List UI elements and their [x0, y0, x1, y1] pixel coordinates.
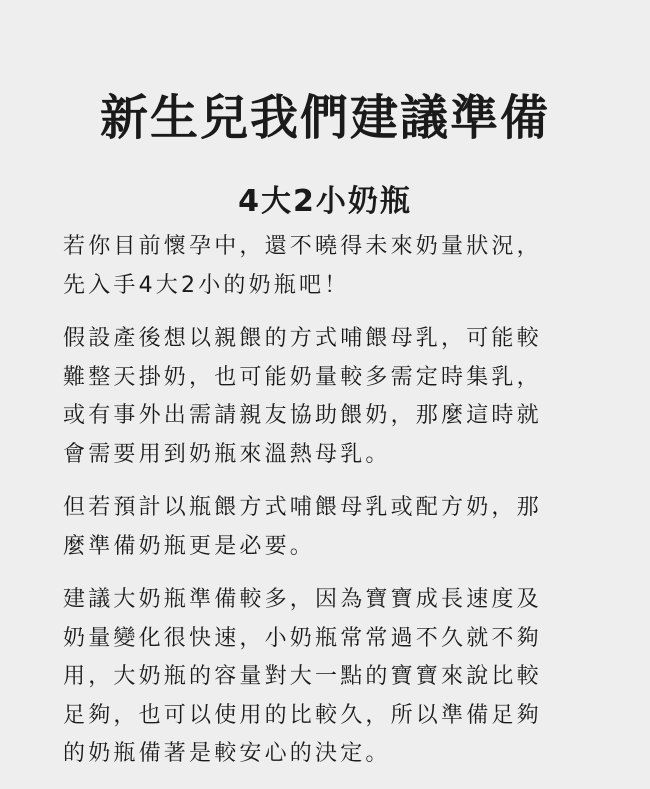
section-subtitle: 4大2小奶瓶: [238, 184, 412, 219]
paragraph-intro: 若你目前懷孕中，還不曉得未來奶量狀況， 先入手4大2小的奶瓶吧！: [63, 234, 542, 298]
paragraph-recommendation: 建議大奶瓶準備較多，因為寶寶成長速度及 奶量變化很快速，小奶瓶常常過不久就不夠 用，大奶瓶的容量對大一點的寶寶來說比較 足夠，也可以使用的比較久，所以準備足夠 的奶瓶備著是較安心的決定。: [63, 587, 542, 766]
paragraph-breastfeeding: 假設產後想以親餵的方式哺餵母乳，可能較 難整天掛奶，也可能奶量較多需定時集乳， 或有事外出需請親友協助餵奶，那麼這時就 會需要用到奶瓶來溫熱母乳。: [63, 326, 542, 467]
paragraph-bottle-feeding: 但若預計以瓶餵方式哺餵母乳或配方奶，那 麼準備奶瓶更是必要。: [63, 495, 542, 559]
page-title: 新生兒我們建議準備: [99, 90, 550, 146]
article-body: [63, 228, 593, 789]
